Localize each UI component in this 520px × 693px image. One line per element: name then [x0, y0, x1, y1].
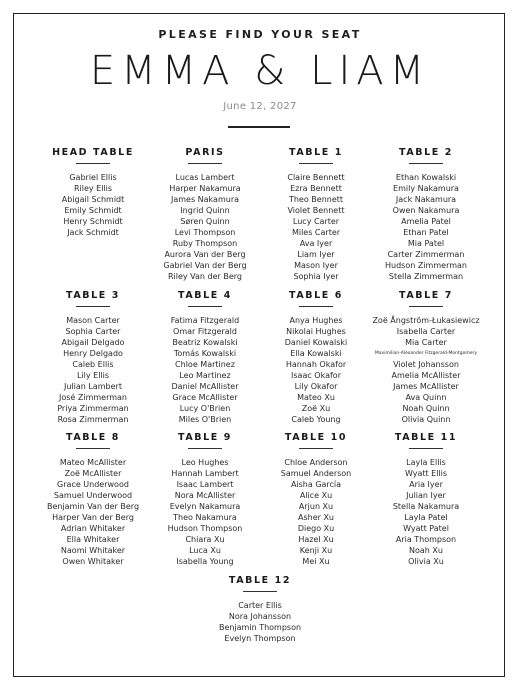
- guest-name: Emily Schmidt: [64, 206, 122, 215]
- guest-name: Lily Ellis: [76, 371, 110, 380]
- guest-name: Luca Xu: [189, 546, 221, 555]
- guest-name: Hannah Okafor: [285, 360, 347, 369]
- guest-name: Harper Nakamura: [169, 184, 241, 193]
- guest-name: Ava Quinn: [405, 393, 447, 402]
- guest-name: Noah Xu: [409, 546, 443, 555]
- guest-name: Sophia Carter: [65, 327, 121, 336]
- guest-name: Mia Carter: [405, 338, 447, 347]
- guest-name: Miles Carter: [291, 228, 341, 237]
- guest-name: Beatriz Kowalski: [172, 338, 238, 347]
- guest-name: Adrian Whitaker: [60, 524, 126, 533]
- guest-name: Anya Hughes: [289, 316, 343, 325]
- guest-name: Jack Schmidt: [67, 228, 119, 237]
- table-title: TABLE 1: [289, 147, 343, 158]
- guest-name: Nikolai Hughes: [286, 327, 346, 336]
- guest-name: Emily Nakamura: [393, 184, 459, 193]
- table-title-rule: [188, 448, 222, 449]
- guest-name: Wyatt Patel: [403, 524, 449, 533]
- guest-name: Fatima Fitzgerald: [170, 316, 240, 325]
- guest-name: Benjamin Van der Berg: [46, 502, 140, 511]
- guest-name: Mateo Xu: [297, 393, 335, 402]
- guest-name: Tomás Kowalski: [173, 349, 237, 358]
- guest-name: Harper Van der Berg: [52, 513, 134, 522]
- guest-name: Zoë McAllister: [64, 469, 122, 478]
- guest-name: Liam Iyer: [297, 250, 335, 259]
- guest-name: Riley Ellis: [73, 184, 113, 193]
- table-block-table-11: [371, 432, 481, 567]
- guest-name: Gabriel Van der Berg: [163, 261, 247, 270]
- table-title: TABLE 6: [289, 290, 343, 301]
- guest-name: Jack Nakamura: [395, 195, 457, 204]
- guest-name: Daniel McAllister: [171, 382, 239, 391]
- guest-name: Diego Xu: [297, 524, 335, 533]
- guest-name: Caleb Young: [291, 415, 341, 424]
- guest-name: Ava Iyer: [299, 239, 333, 248]
- guest-name: Amelia McAllister: [391, 371, 461, 380]
- table-block-paris: [150, 147, 260, 282]
- guest-name: Arjun Xu: [298, 502, 334, 511]
- guest-name: Chloe Martinez: [175, 360, 235, 369]
- guest-name: Mia Patel: [407, 239, 445, 248]
- guest-name: Aria Iyer: [409, 480, 443, 489]
- guest-name: Lucas Lambert: [175, 173, 235, 182]
- guest-name: Layla Ellis: [406, 458, 446, 467]
- guest-name: Aria Thompson: [395, 535, 457, 544]
- guest-name: Hazel Xu: [298, 535, 334, 544]
- guest-name: Isaac Okafor: [291, 371, 341, 380]
- table-block-table-2: [371, 147, 481, 282]
- guest-name: Violet Johansson: [393, 360, 459, 369]
- guest-name: Abigail Delgado: [61, 338, 125, 347]
- table-title-rule: [409, 306, 443, 307]
- table-block-table-12: [205, 575, 315, 644]
- table-block-table-8: [38, 432, 148, 567]
- guest-name: Hannah Lambert: [171, 469, 239, 478]
- guest-name: Violet Bennett: [287, 206, 345, 215]
- guest-name: Carter Zimmerman: [387, 250, 465, 259]
- guest-name: Stella Zimmerman: [388, 272, 464, 281]
- guest-name: Hudson Zimmerman: [385, 261, 467, 270]
- table-title: TABLE 9: [178, 432, 232, 443]
- table-title: TABLE 10: [284, 432, 348, 443]
- guest-name: Ella Kowalski: [290, 349, 342, 358]
- guest-name: Gabriel Ellis: [69, 173, 117, 182]
- guest-name: Kenji Xu: [299, 546, 333, 555]
- guest-name: Ezra Bennett: [290, 184, 342, 193]
- table-block-table-7: [371, 290, 481, 425]
- table-block-table-3: [38, 290, 148, 425]
- table-title: HEAD TABLE: [52, 147, 134, 158]
- guest-name: Lucy Carter: [292, 217, 340, 226]
- guest-name: José Zimmerman: [58, 393, 127, 402]
- table-title: TABLE 7: [399, 290, 453, 301]
- table-title-rule: [409, 163, 443, 164]
- guest-name: Ethan Patel: [403, 228, 449, 237]
- couple-names-title: EMMA & LIAM: [89, 48, 431, 94]
- guest-name: Priya Zimmerman: [57, 404, 129, 413]
- seating-chart-kicker: PLEASE FIND YOUR SEAT: [158, 28, 362, 41]
- guest-name: Carter Ellis: [238, 601, 282, 610]
- guest-name: Mason Iyer: [294, 261, 338, 270]
- guest-name: Leo Hughes: [181, 458, 229, 467]
- guest-name: Ingrid Quinn: [180, 206, 230, 215]
- guest-name: Nora Johansson: [228, 612, 292, 621]
- guest-name: Naomi Whitaker: [60, 546, 126, 555]
- guest-name: Henry Delgado: [63, 349, 123, 358]
- guest-name: Theo Bennett: [288, 195, 344, 204]
- header-divider: [228, 126, 290, 128]
- guest-name: Ruby Thompson: [172, 239, 238, 248]
- guest-name: Daniel Kowalski: [284, 338, 348, 347]
- guest-name: Zoë Xu: [301, 404, 331, 413]
- table-title-rule: [76, 306, 110, 307]
- table-block-table-10: [261, 432, 371, 567]
- guest-name: Olivia Xu: [408, 557, 444, 566]
- guest-name: Abigail Schmidt: [61, 195, 125, 204]
- guest-name: Zoë Ångström-Łukasiewicz: [372, 316, 480, 325]
- guest-name: Layla Patel: [404, 513, 448, 522]
- guest-name: Hudson Thompson: [167, 524, 243, 533]
- guest-name: Noah Quinn: [402, 404, 450, 413]
- guest-name: Theo Nakamura: [173, 513, 237, 522]
- guest-name: Miles O'Brien: [178, 415, 232, 424]
- guest-name: Julian Iyer: [406, 491, 446, 500]
- guest-name: Grace Underwood: [57, 480, 129, 489]
- guest-name: Amelia Patel: [401, 217, 451, 226]
- guest-name: Mei Xu: [302, 557, 330, 566]
- guest-name: Owen Nakamura: [392, 206, 460, 215]
- guest-name: Owen Whitaker: [62, 557, 124, 566]
- guest-name: Olivia Quinn: [401, 415, 451, 424]
- guest-name: Stella Nakamura: [392, 502, 460, 511]
- guest-name: James Nakamura: [170, 195, 240, 204]
- table-title: TABLE 3: [66, 290, 120, 301]
- table-block-table-6: [261, 290, 371, 425]
- guest-name: Levi Thompson: [174, 228, 236, 237]
- table-title-rule: [76, 448, 110, 449]
- table-block-head-table: [38, 147, 148, 238]
- guest-name: Isabella Carter: [396, 327, 456, 336]
- guest-name: Isaac Lambert: [176, 480, 234, 489]
- guest-name: Mason Carter: [66, 316, 120, 325]
- guest-name: Maximilian-Alexander Fitzgerald-Montgomery: [374, 351, 478, 356]
- guest-name: Ella Whitaker: [66, 535, 120, 544]
- guest-name: Samuel Anderson: [280, 469, 352, 478]
- guest-name: Chiara Xu: [185, 535, 225, 544]
- guest-name: Julian Lambert: [64, 382, 122, 391]
- guest-name: Lucy O'Brien: [179, 404, 231, 413]
- guest-name: Henry Schmidt: [63, 217, 123, 226]
- guest-name: Samuel Underwood: [53, 491, 133, 500]
- table-title: PARIS: [185, 147, 225, 158]
- guest-name: Caleb Ellis: [72, 360, 114, 369]
- table-block-table-4: [150, 290, 260, 425]
- guest-name: Claire Bennett: [287, 173, 345, 182]
- table-title-rule: [299, 448, 333, 449]
- guest-name: Nora McAllister: [174, 491, 236, 500]
- table-title: TABLE 12: [228, 575, 292, 586]
- table-title-rule: [188, 163, 222, 164]
- guest-name: Omar Fitzgerald: [173, 327, 237, 336]
- guest-name: Aurora Van der Berg: [164, 250, 246, 259]
- guest-name: Sophia Iyer: [293, 272, 339, 281]
- guest-name: Grace McAllister: [172, 393, 238, 402]
- guest-name: Riley Van der Berg: [167, 272, 243, 281]
- guest-name: Asher Xu: [297, 513, 334, 522]
- table-title-rule: [299, 163, 333, 164]
- wedding-date: June 12, 2027: [223, 101, 297, 112]
- guest-name: Chloe Anderson: [284, 458, 348, 467]
- table-block-table-9: [150, 432, 260, 567]
- guest-name: Lily Okafor: [294, 382, 338, 391]
- guest-name: Søren Quinn: [180, 217, 230, 226]
- table-block-table-1: [261, 147, 371, 282]
- table-title-rule: [243, 591, 277, 592]
- table-title-rule: [76, 163, 110, 164]
- guest-name: Evelyn Thompson: [224, 634, 296, 643]
- table-title: TABLE 2: [399, 147, 453, 158]
- guest-name: Aisha García: [290, 480, 342, 489]
- guest-name: Benjamin Thompson: [218, 623, 302, 632]
- guest-name: Ethan Kowalski: [395, 173, 457, 182]
- guest-name: Evelyn Nakamura: [169, 502, 241, 511]
- table-title-rule: [188, 306, 222, 307]
- guest-name: Wyatt Ellis: [404, 469, 448, 478]
- table-title: TABLE 11: [394, 432, 458, 443]
- guest-name: Leo Martinez: [179, 371, 231, 380]
- table-title-rule: [409, 448, 443, 449]
- table-title-rule: [299, 306, 333, 307]
- table-title: TABLE 4: [178, 290, 232, 301]
- guest-name: Rosa Zimmerman: [57, 415, 129, 424]
- guest-name: Mateo McAllister: [59, 458, 127, 467]
- guest-name: Alice Xu: [299, 491, 333, 500]
- guest-name: James McAllister: [393, 382, 459, 391]
- guest-name: Isabella Young: [176, 557, 234, 566]
- table-title: TABLE 8: [66, 432, 120, 443]
